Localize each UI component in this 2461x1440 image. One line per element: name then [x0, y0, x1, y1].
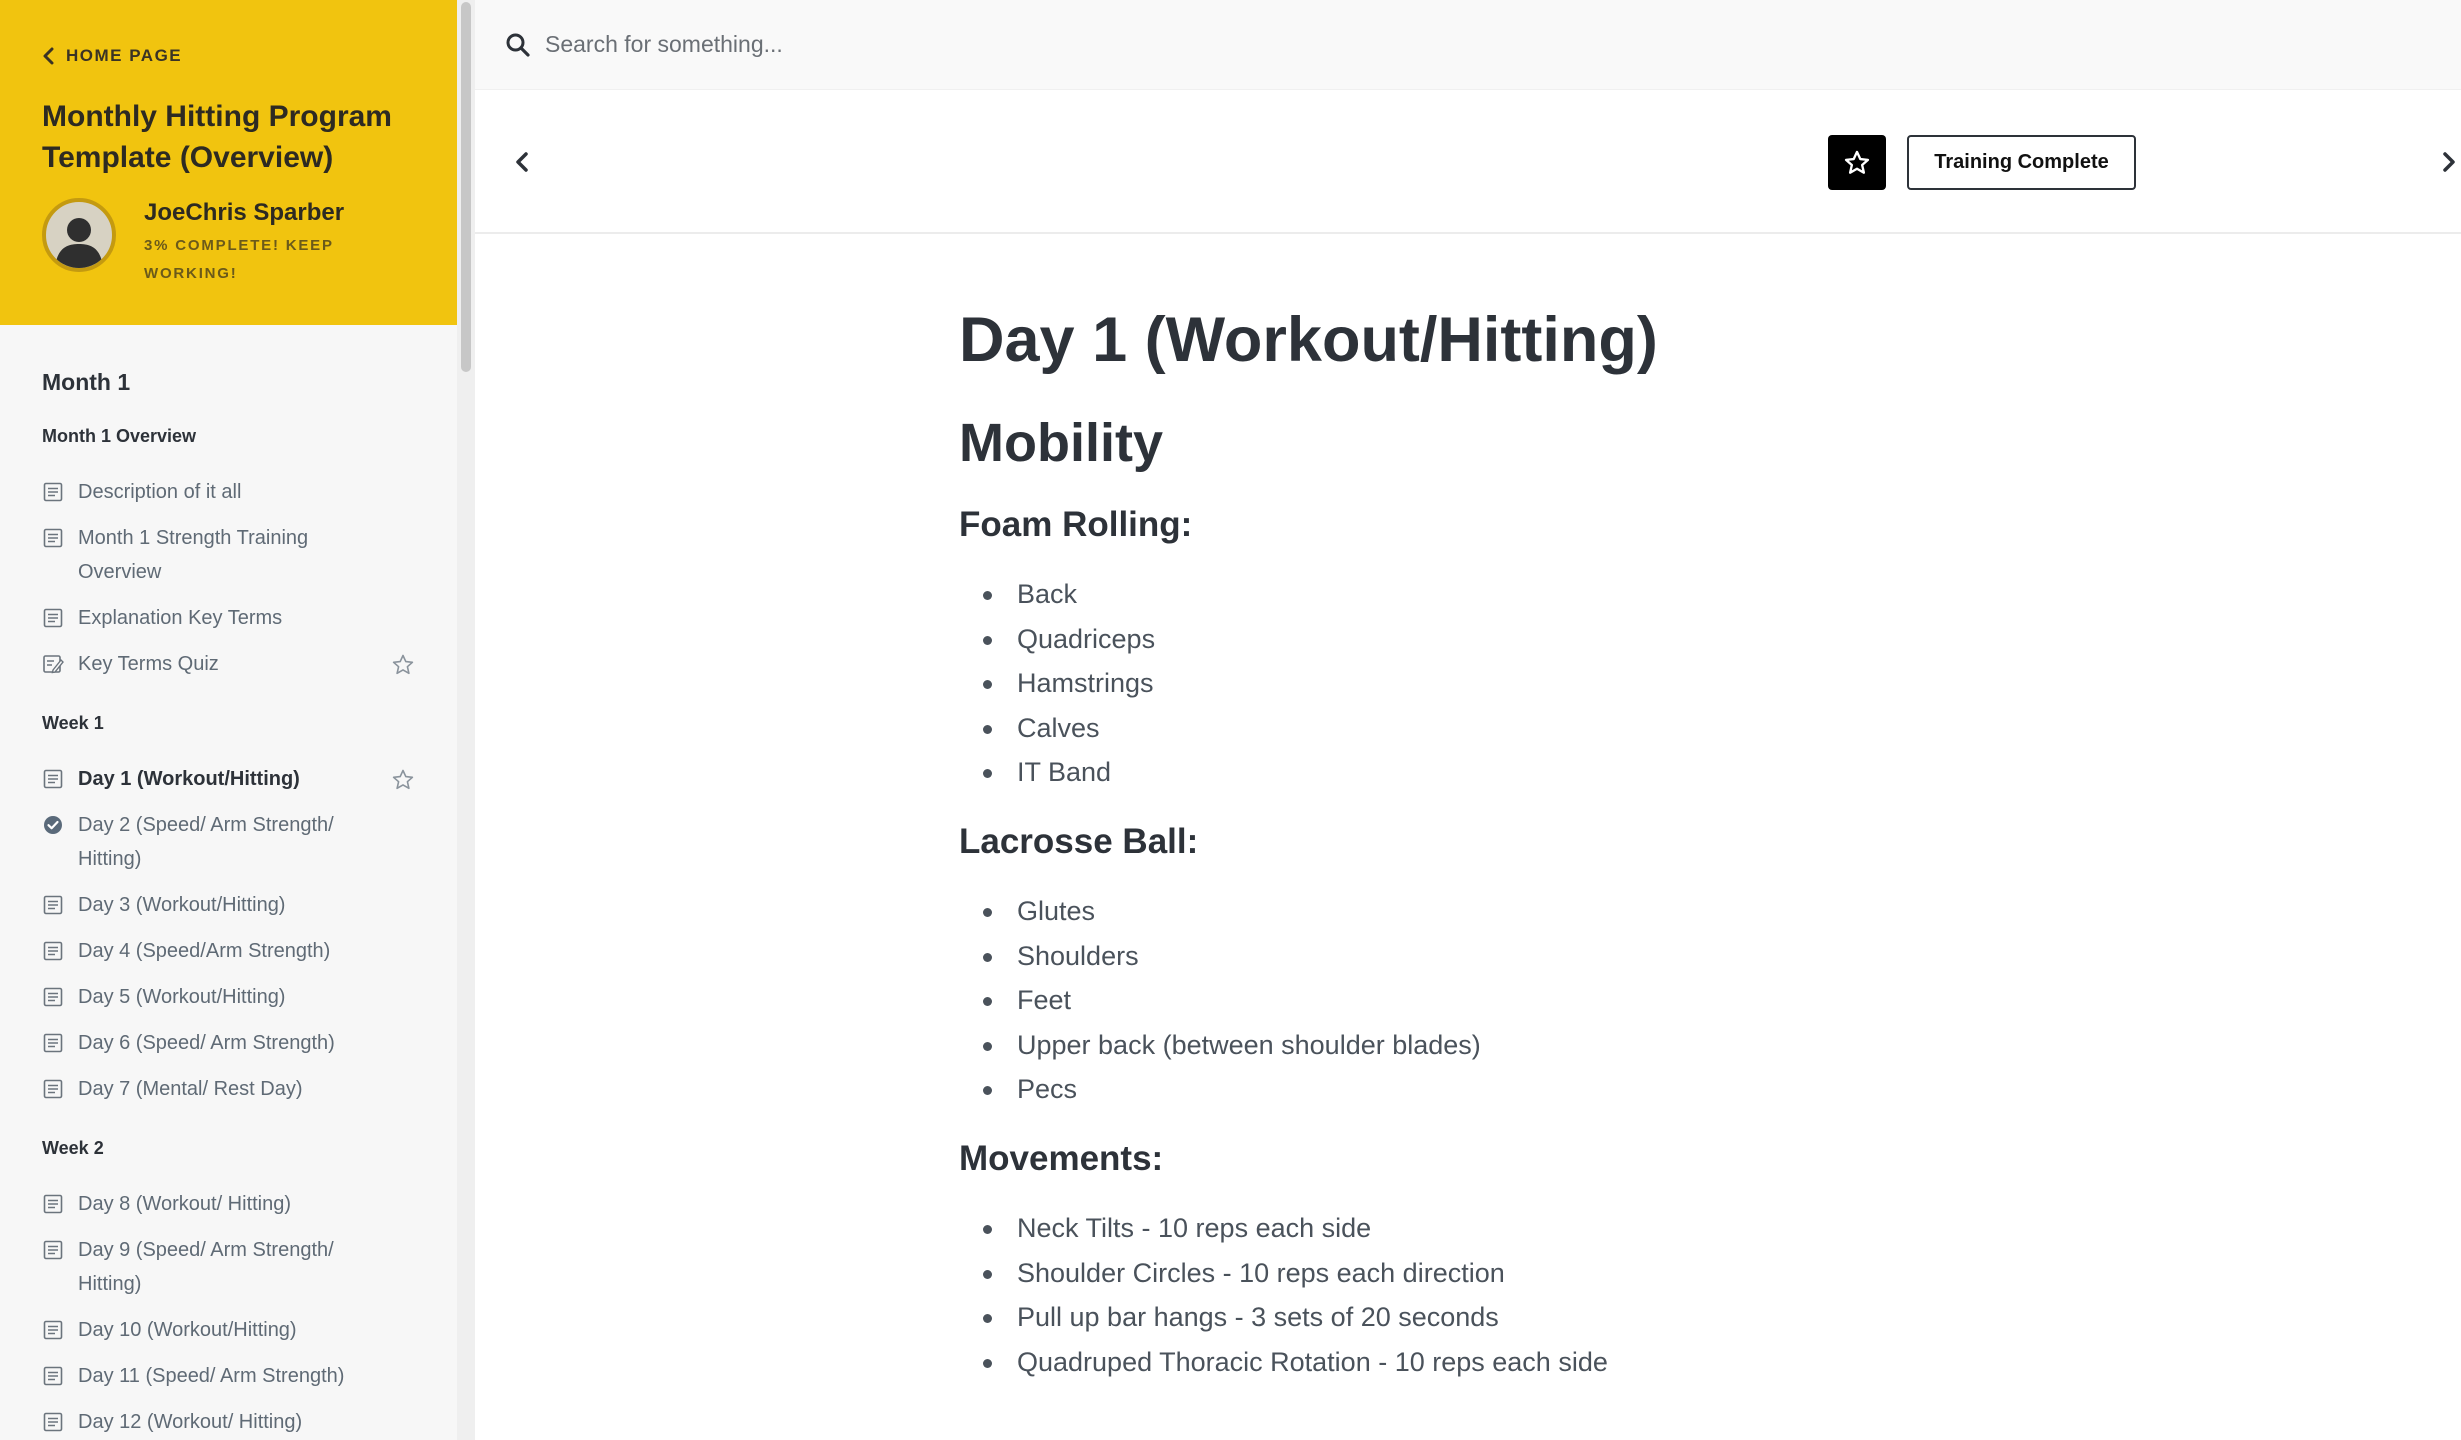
training-complete-button[interactable]: Training Complete — [1907, 135, 2136, 190]
section-heading: Lacrosse Ball: — [959, 821, 1199, 861]
nav-section-title: Week 1 — [42, 713, 104, 733]
month-title: Month 1 — [42, 369, 131, 395]
sidebar-item[interactable] — [42, 934, 415, 968]
sidebar-item[interactable] — [42, 1026, 415, 1060]
course-nav — [0, 325, 457, 1439]
list-item: Pull up bar hangs - 3 sets of 20 seconds — [979, 1295, 2159, 1340]
bullet-list — [959, 1206, 2159, 1384]
sidebar-item[interactable] — [42, 601, 415, 635]
check-circle-icon — [42, 814, 64, 836]
nav-list — [42, 762, 415, 1106]
sidebar-item-label: Explanation Key Terms — [78, 607, 283, 629]
search-bar — [475, 0, 2461, 90]
sidebar-item[interactable] — [42, 1233, 415, 1301]
user-info — [144, 198, 374, 288]
list-item: Glutes — [979, 889, 2159, 934]
next-lesson-arrow-icon[interactable] — [2437, 148, 2461, 176]
list-item: Quadriceps — [979, 617, 2159, 662]
user-silhouette-icon — [49, 208, 109, 268]
document-icon — [42, 986, 64, 1008]
document-icon — [42, 894, 64, 916]
sidebar-item[interactable] — [42, 521, 415, 589]
star-icon — [1843, 149, 1871, 177]
document-icon — [42, 607, 64, 629]
document-icon — [42, 1032, 64, 1054]
scrollbar-thumb[interactable] — [461, 2, 471, 372]
list-item: Shoulders — [979, 934, 2159, 979]
document-icon — [42, 768, 64, 790]
document-icon — [42, 940, 64, 962]
list-item: Neck Tilts - 10 reps each side — [979, 1206, 2159, 1251]
sidebar-item-label: Day 2 (Speed/ Arm Strength/ Hitting) — [78, 814, 334, 870]
lesson-content — [959, 300, 2159, 1396]
sidebar-item-label: Day 6 (Speed/ Arm Strength) — [78, 1032, 335, 1054]
search-input[interactable] — [545, 31, 1345, 58]
bullet-list — [959, 572, 2159, 795]
chevron-left-icon — [42, 47, 56, 65]
previous-lesson-arrow-icon[interactable] — [510, 148, 534, 176]
list-item: Upper back (between shoulder blades) — [979, 1023, 2159, 1068]
nav-sections — [42, 426, 415, 1439]
nav-section-title: Month 1 Overview — [42, 426, 197, 446]
nav-list — [42, 475, 415, 681]
sidebar-item-label: Day 4 (Speed/Arm Strength) — [78, 940, 331, 962]
list-item: Back — [979, 572, 2159, 617]
nav-list — [42, 1187, 415, 1439]
list-item: Pecs — [979, 1067, 2159, 1112]
sidebar-item-label: Key Terms Quiz — [78, 653, 219, 675]
list-item: Feet — [979, 978, 2159, 1023]
sidebar-item[interactable] — [42, 762, 415, 796]
sidebar-item-label: Day 3 (Workout/Hitting) — [78, 894, 286, 916]
document-icon — [42, 1239, 64, 1261]
sidebar-item-label: Day 11 (Speed/ Arm Strength) — [78, 1365, 345, 1387]
quiz-icon — [42, 653, 64, 675]
lesson-toolbar — [475, 90, 2461, 234]
list-item: Hamstrings — [979, 661, 2159, 706]
sidebar-item[interactable] — [42, 1072, 415, 1106]
section-heading: Movements: — [959, 1138, 1164, 1178]
sidebar-item-label: Day 8 (Workout/ Hitting) — [78, 1193, 292, 1215]
home-page-link[interactable] — [42, 44, 415, 68]
document-icon — [42, 1365, 64, 1387]
list-item: Calves — [979, 706, 2159, 751]
main-content — [475, 0, 2461, 1440]
sidebar-item[interactable] — [42, 1313, 415, 1347]
sidebar-header — [0, 0, 457, 325]
sidebar-item-label: Month 1 Strength Training Overview — [78, 527, 309, 583]
sidebar-item[interactable] — [42, 980, 415, 1014]
sidebar-item[interactable] — [42, 1359, 415, 1393]
document-icon — [42, 481, 64, 503]
list-item: Quadruped Thoracic Rotation - 10 reps each side — [979, 1340, 2159, 1385]
document-icon — [42, 1319, 64, 1341]
list-item: Shoulder Circles - 10 reps each direction — [979, 1251, 2159, 1296]
sidebar-item[interactable] — [42, 475, 415, 509]
sidebar — [0, 0, 457, 1440]
favorite-button[interactable] — [1828, 135, 1886, 190]
document-icon — [42, 1193, 64, 1215]
lesson-heading: Mobility — [959, 413, 1163, 473]
sidebar-item-label: Day 7 (Mental/ Rest Day) — [78, 1078, 303, 1100]
sidebar-item-label: Description of it all — [78, 481, 242, 503]
sidebar-item-label: Day 10 (Workout/Hitting) — [78, 1319, 297, 1341]
document-icon — [42, 1411, 64, 1433]
sidebar-item-label: Day 12 (Workout/ Hitting) — [78, 1411, 303, 1433]
sidebar-item[interactable] — [42, 888, 415, 922]
sidebar-item[interactable] — [42, 1187, 415, 1221]
sidebar-item-label: Day 9 (Speed/ Arm Strength/ Hitting) — [78, 1239, 334, 1295]
section-heading: Foam Rolling: — [959, 505, 1193, 544]
search-icon — [505, 32, 531, 58]
list-item: IT Band — [979, 750, 2159, 795]
sidebar-item-label: Day 1 (Workout/Hitting) — [78, 768, 300, 790]
star-icon[interactable] — [391, 653, 415, 677]
sidebar-item[interactable] — [42, 1405, 415, 1439]
sidebar-item[interactable] — [42, 808, 415, 876]
bullet-list — [959, 889, 2159, 1112]
home-page-label: HOME PAGE — [66, 46, 183, 65]
document-icon — [42, 527, 64, 549]
avatar — [42, 198, 116, 272]
progress-text: 3% COMPLETE! KEEP WORKING! — [144, 237, 334, 282]
sidebar-item-label: Day 5 (Workout/Hitting) — [78, 986, 286, 1008]
nav-section-title: Week 2 — [42, 1138, 104, 1158]
sidebar-item[interactable] — [42, 647, 415, 681]
star-icon[interactable] — [391, 768, 415, 792]
sidebar-scrollbar[interactable] — [457, 0, 475, 1440]
lesson-groups — [959, 500, 2159, 1384]
user-name: JoeChris Sparber — [144, 199, 345, 226]
document-icon — [42, 1078, 64, 1100]
user-summary — [42, 198, 415, 288]
course-title: Monthly Hitting Program Template (Overview) — [42, 100, 392, 174]
lesson-title: Day 1 (Workout/Hitting) — [959, 305, 1658, 375]
